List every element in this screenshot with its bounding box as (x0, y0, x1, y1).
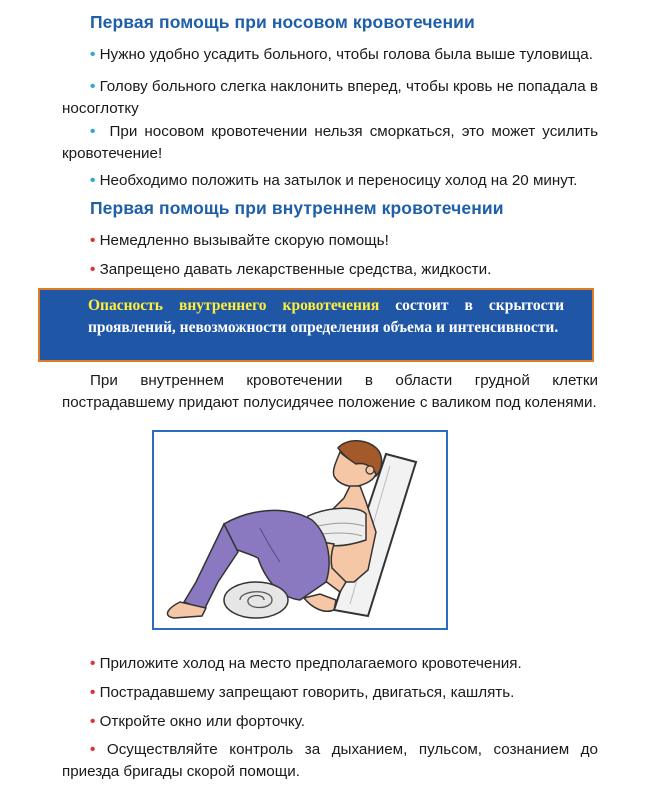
bullet-icon: • (90, 684, 96, 701)
list-item-text: Голову больного слегка наклонить вперед, чтобы кровь не попадала в носоглотку (62, 78, 598, 117)
bullet-icon: • (90, 46, 96, 63)
list-item-text: Откройте окно или форточку. (99, 713, 305, 730)
callout-text: состоит в скрытости проявлений, невозможности определения объема и интенсивности. (88, 297, 564, 336)
list-item (62, 653, 598, 675)
list-item (62, 121, 598, 165)
list-item (62, 711, 598, 733)
callout-highlight: Опасность внутреннего кровотечения (88, 297, 380, 314)
figure-frame (152, 430, 448, 630)
bullet-icon: • (90, 232, 96, 249)
list-item-text: Пострадавшему запрещают говорить, двигаться, кашлять. (99, 684, 515, 701)
bullet-icon: • (90, 261, 96, 278)
list-item-text: Необходимо положить на затылок и переносицу холод на 20 минут. (99, 172, 578, 189)
list-item (62, 682, 598, 704)
list-item-text: Немедленно вызывайте скорую помощь! (99, 232, 389, 249)
section-internal-bleeding-title: Первая помощь при внутреннем кровотечении (90, 198, 504, 218)
body-paragraph: При внутреннем кровотечении в области грудной клетки пострадавшему придают полусидячее положение с валиком под коленями. (62, 372, 598, 411)
bullet-icon: • (90, 172, 96, 189)
bullet-icon: • (90, 741, 96, 758)
list-item-text: При носовом кровотечении нельзя сморкаться, это может усилить кровотечение! (62, 123, 598, 162)
list-item-text: Осуществляйте контроль за дыханием, пульсом, сознанием до приезда бригады скорой помощи. (62, 741, 598, 780)
list-item (62, 170, 598, 192)
bullet-icon: • (90, 655, 96, 672)
list-item-text: Нужно удобно усадить больного, чтобы голова была выше туловища. (99, 46, 593, 63)
list-item-text: Приложите холод на место предполагаемого кровотечения. (99, 655, 522, 672)
list-item (62, 230, 598, 252)
bullet-icon: • (90, 123, 96, 140)
list-item-text: Запрещено давать лекарственные средства, жидкости. (99, 261, 492, 278)
list-item (62, 76, 598, 120)
patient-half-sitting-illustration-icon (154, 432, 446, 628)
list-item (62, 44, 598, 66)
bullet-icon: • (90, 713, 96, 730)
list-item (62, 739, 598, 783)
bullet-icon: • (90, 78, 96, 95)
section-nosebleed-title: Первая помощь при носовом кровотечении (90, 12, 475, 32)
warning-callout (38, 288, 594, 362)
list-item (62, 259, 598, 281)
